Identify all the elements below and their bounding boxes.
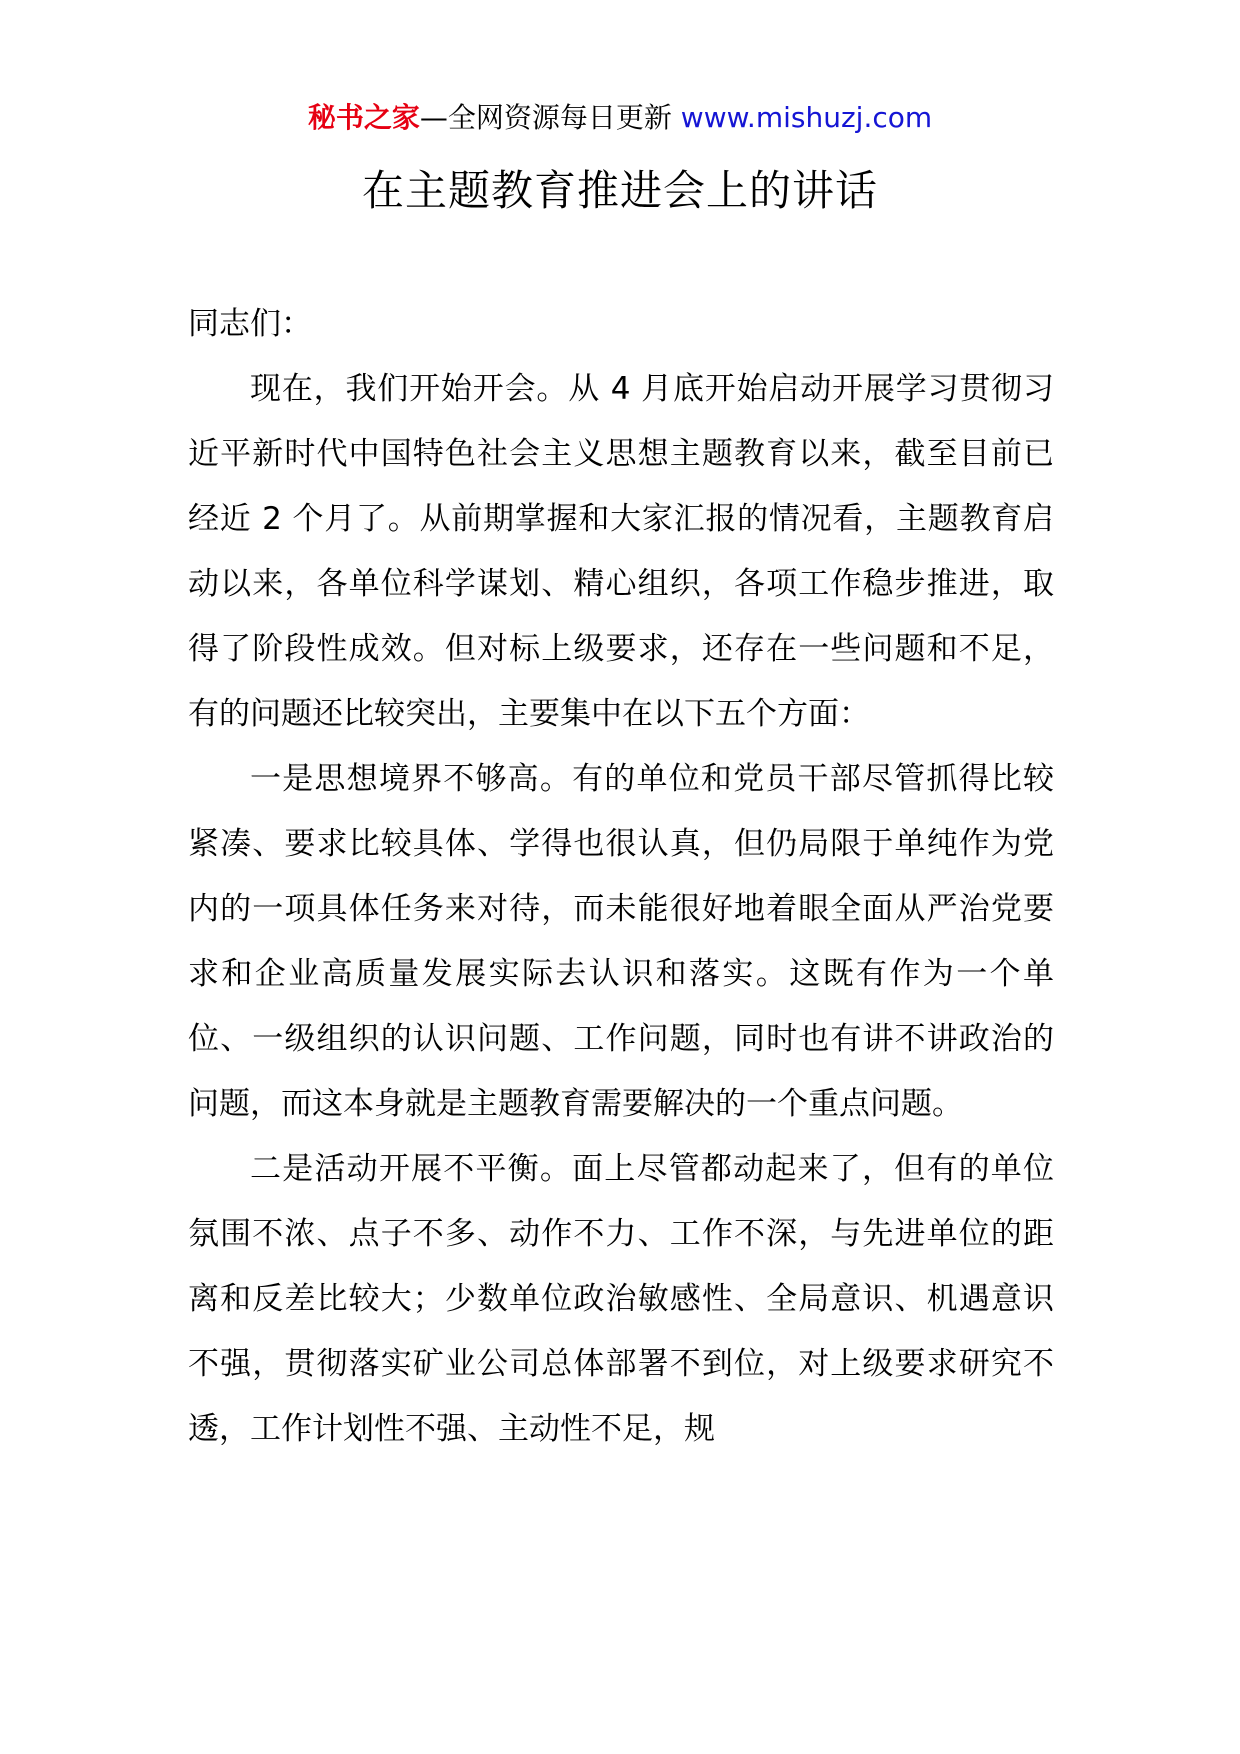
document-body — [188, 292, 1054, 1462]
paragraph-point-two: 二是活动开展不平衡。面上尽管都动起来了，但有的单位氛围不浓、点子不多、动作不力、工作不深，与先进单位的距离和反差比较大；少数单位政治敏感性、全局意识、机遇意识不强，贯彻落实矿业公司总体部署不到位，对上级要求研究不透，工作计划性不强、主动性不足，规 — [188, 1151, 1054, 1447]
brand-name: 秘书之家 — [307, 101, 420, 134]
document-title: 在主题教育推进会上的讲话 — [361, 166, 878, 215]
header-slogan: —全网资源每日更新 — [419, 101, 672, 134]
header-url-link[interactable]: www.mishuzj.com — [680, 101, 933, 134]
salutation: 同志们： — [188, 306, 312, 342]
paragraph-opening: 现在，我们开始开会。从 4 月底开始启动开展学习贯彻习近平新时代中国特色社会主义思想主题教育以来，截至目前已经近 2 个月了。从前期掌握和大家汇报的情况看，主题教育启动以来，各单位科学谋划、精心组织，各项工作稳步推进，取得了阶段性成效。但对标上级要求，还存在一些问题和不足，有的问题还比较突出，主要集中在以下五个方面： — [188, 371, 1054, 732]
paragraph-point-one: 一是思想境界不够高。有的单位和党员干部尽管抓得比较紧凑、要求比较具体、学得也很认真，但仍局限于单纯作为党内的一项具体任务来对待，而未能很好地着眼全面从严治党要求和企业高质量发展实际去认识和落实。这既有作为一个单位、一级组织的认识问题、工作问题，同时也有讲不讲政治的问题，而这本身就是主题教育需要解决的一个重点问题。 — [188, 761, 1054, 1122]
site-header-banner — [0, 98, 1240, 138]
